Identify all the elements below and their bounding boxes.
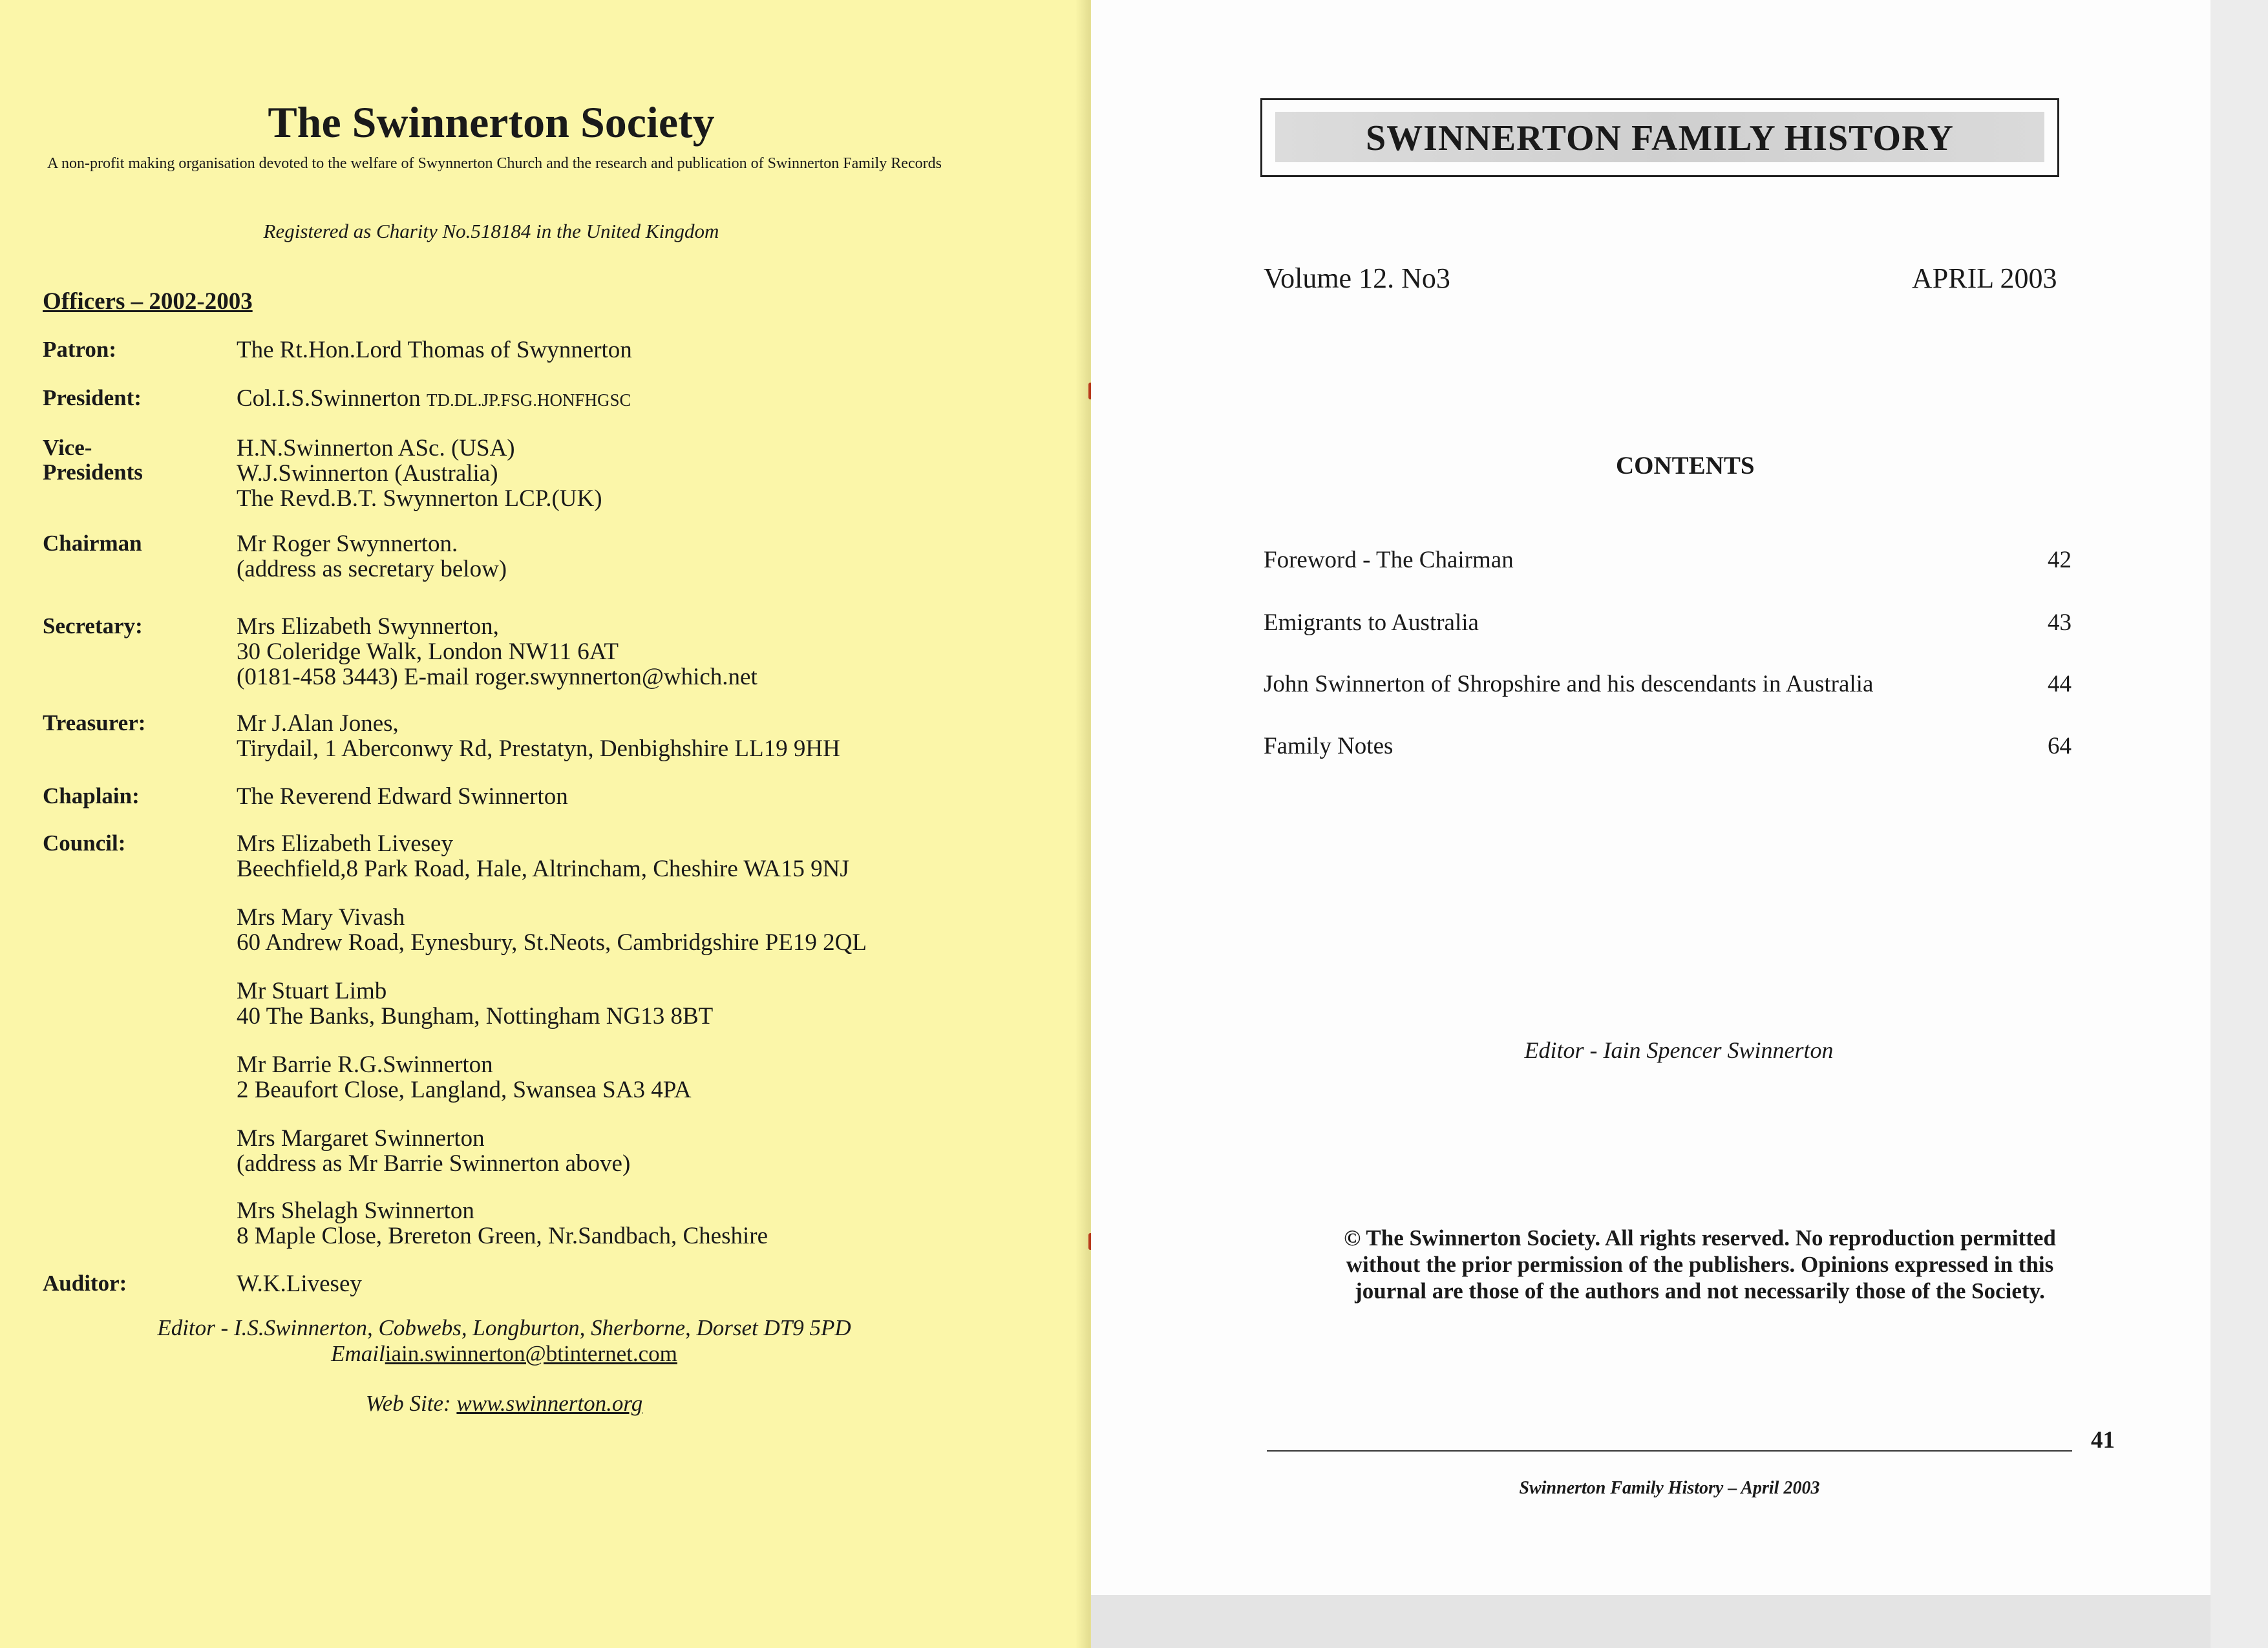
toc-entry-title: Family Notes [1264,733,1394,759]
officer-line: Mr Roger Swynnerton. [237,531,458,557]
officer-label: Auditor: [43,1271,127,1296]
officer-value [237,1271,1012,1296]
toc-entry-page: 43 [2048,609,2072,636]
website-line [0,1391,1008,1417]
toc-entry-title: Emigrants to Australia [1264,609,1479,636]
council-member-name: Mr Stuart Limb [237,978,387,1004]
copyright-line: journal are those of the authors and not necessarily those of the Society. [1355,1278,2045,1304]
footer-rule [1267,1450,2072,1452]
council-member [237,831,1012,882]
officer-label: Council: [43,830,126,856]
officer-label: Chaplain: [43,783,140,808]
running-footer: Swinnerton Family History – April 2003 [1519,1478,1820,1498]
council-member [237,978,1012,1029]
council-member-address: (address as Mr Barrie Swinnerton above) [237,1150,631,1177]
officer-line: Mr J.Alan Jones, [237,710,399,737]
right-page [1091,0,2217,1595]
email-label: Email [331,1341,385,1366]
editor-contact [0,1315,1008,1367]
officer-line: (0181-458 3443) E-mail roger.swynnerton@which.net [237,664,758,690]
council-member-name: Mrs Elizabeth Livesey [237,830,453,857]
toc-entry-page: 44 [2048,671,2072,697]
officer-value [237,784,1012,809]
officer-value [237,436,1012,511]
volume-number: Volume 12. No3 [1264,262,1450,294]
issue-date: APRIL 2003 [1912,262,2057,294]
copyright-line: © The Swinnerton Society. All rights reserved. No reproduction permitted [1344,1225,2056,1251]
president-postnominals: TD.DL.JP.FSG.HONFHGSC [426,390,631,410]
council-member [237,1052,1012,1103]
council-member-address: Beechfield,8 Park Road, Hale, Altrincham, Cheshire WA15 9NJ [237,856,849,882]
officer-line: Mrs Elizabeth Swynnerton, [237,613,499,640]
officer-line: Tirydail, 1 Aberconwy Rd, Prestatyn, Denbighshire LL19 9HH [237,735,840,762]
council-member-address: 60 Andrew Road, Eynesbury, St.Neots, Cambridgshire PE19 2QL [237,929,867,956]
officer-label: Vice- Presidents [43,435,143,485]
officer-label: Treasurer: [43,710,146,735]
society-title: The Swinnerton Society [268,98,715,147]
journal-title: SWINNERTON FAMILY HISTORY [1275,112,2044,162]
officer-line: 30 Coleridge Walk, London NW11 6AT [237,639,619,665]
officers-heading: Officers – 2002-2003 [43,288,253,315]
council-member-name: Mrs Margaret Swinnerton [237,1125,485,1152]
toc-entry-title: John Swinnerton of Shropshire and his descendants in Australia [1264,671,1874,697]
editor-address: Editor - I.S.Swinnerton, Cobwebs, Longburton, Sherborne, Dorset DT9 5PD [157,1315,851,1340]
officer-line [237,386,1012,413]
officer-value [237,337,1012,363]
copyright-notice [1286,1225,2114,1304]
council-member [237,1126,1012,1176]
officer-line: The Reverend Edward Swinnerton [237,783,568,810]
toc-entry-title: Foreword - The Chairman [1264,547,1514,573]
officer-line: H.N.Swinnerton ASc. (USA) [237,435,515,461]
officer-label: Chairman [43,531,142,556]
council-member [237,905,1012,955]
president-name: Col.I.S.Swinnerton [237,385,421,412]
copyright-line: without the prior permission of the publishers. Opinions expressed in this [1346,1252,2054,1277]
council-member-name: Mrs Mary Vivash [237,904,405,931]
officer-line: (address as secretary below) [237,556,507,582]
editor-email-line [0,1341,1008,1367]
website-label: Web Site: [365,1391,457,1416]
officer-line: W.J.Swinnerton (Australia) [237,460,498,487]
page-shadow [1091,1595,2217,1648]
officer-label: President: [43,385,142,410]
officer-label: Secretary: [43,613,143,639]
council-member-address: 40 The Banks, Bungham, Nottingham NG13 8BT [237,1003,714,1030]
officer-value [237,711,1012,761]
council-member [237,1198,1012,1249]
council-member-address: 8 Maple Close, Brereton Green, Nr.Sandbach, Cheshire [237,1223,768,1249]
page-number: 41 [2091,1427,2115,1453]
toc-entry-page: 64 [2048,733,2072,759]
toc-entry-page: 42 [2048,547,2072,573]
officer-value [237,386,1012,413]
society-subtitle: A non-profit making organisation devoted to the welfare of Swynnerton Church and the research and publication of Swinnerton Family Records [47,155,942,172]
page-edge [2210,0,2268,1648]
officer-label: Patron: [43,337,117,362]
left-page [0,0,1091,1648]
council-member-address: 2 Beaufort Close, Langland, Swansea SA3 4PA [237,1077,692,1103]
editor-email-link[interactable]: iain.swinnerton@btinternet.com [385,1341,677,1366]
council-member-name: Mrs Shelagh Swinnerton [237,1198,474,1224]
officer-line: The Rt.Hon.Lord Thomas of Swynnerton [237,337,632,363]
contents-heading: CONTENTS [1616,452,1755,480]
website-link[interactable]: www.swinnerton.org [456,1391,643,1416]
council-member-name: Mr Barrie R.G.Swinnerton [237,1051,493,1078]
journal-editor: Editor - Iain Spencer Swinnerton [1524,1037,1834,1063]
officer-value [237,531,1012,582]
charity-registration: Registered as Charity No.518184 in the United Kingdom [263,220,719,242]
officer-value [237,614,1012,690]
officer-line: The Revd.B.T. Swynnerton LCP.(UK) [237,485,602,512]
officer-line: W.K.Livesey [237,1271,362,1297]
journal-banner [1260,98,2059,177]
